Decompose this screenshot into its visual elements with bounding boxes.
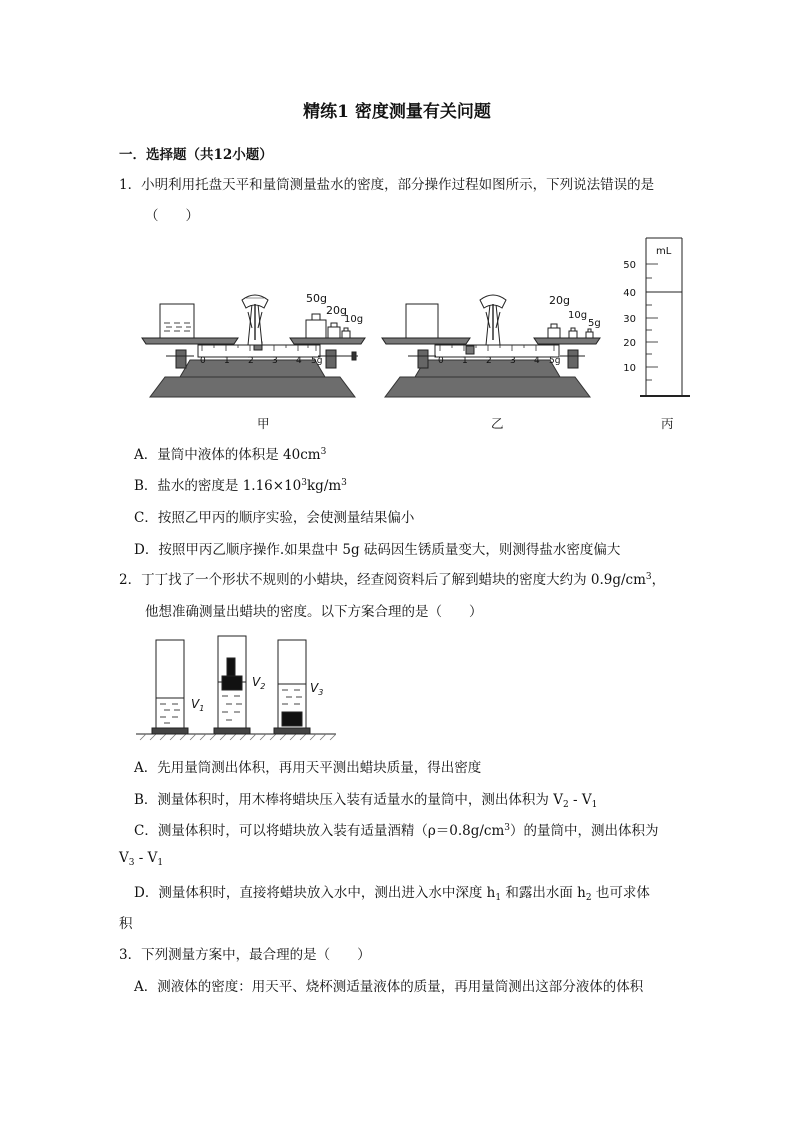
figure-label-yi: 乙	[491, 416, 504, 431]
option-1d: D．按照甲丙乙顺序操作.如果盘中 5g 砝码因生锈质量变大，则测得盐水密度偏大	[134, 542, 621, 558]
scale-tick: 4	[296, 356, 302, 366]
cylinder-tick: 20	[623, 338, 636, 349]
figure-label-jia: 甲	[257, 416, 270, 431]
scale-tick: 5g	[549, 356, 561, 366]
scale-tick: 0	[438, 356, 444, 366]
option-2a: A．先用量筒测出体积，再用天平测出蜡块质量，得出密度	[134, 760, 482, 776]
question-1-paren: （ ）	[145, 208, 199, 224]
scale-tick: 2	[248, 356, 254, 366]
question-1-stem: 1．小明利用托盘天平和量筒测量盐水的密度，部分操作过程如图所示，下列说法错误的是	[119, 177, 655, 193]
svg-text:V1: $V_1$	[191, 697, 205, 713]
option-2d-cont: 积	[119, 916, 133, 932]
weight-label: 5g	[588, 318, 601, 329]
cylinder-v2	[214, 636, 250, 734]
option-3a: A．测液体的密度：用天平、烧杯测适量液体的质量，再用量筒测出这部分液体的体积	[134, 979, 644, 995]
cylinder-tick: 30	[623, 314, 636, 325]
question-1-figure	[130, 232, 690, 408]
weight-label: 50g	[306, 292, 327, 305]
section-heading: 一．选择题（共12小题）	[119, 147, 273, 163]
cylinder-tick: 50	[623, 260, 636, 271]
question-2-stem-cont: 他想准确测量出蜡块的密度。以下方案合理的是（ ）	[145, 604, 483, 620]
scale-tick: 0	[200, 356, 206, 366]
cylinder-v1	[152, 640, 188, 734]
scale-tick: 4	[534, 356, 540, 366]
option-2c: C．测量体积时，可以将蜡块放入装有适量酒精$(\rho=0.8g/cm^3)$的量筒中，测出体积为	[134, 823, 659, 839]
scale-tick: 2	[486, 356, 492, 366]
scale-tick: 1	[224, 356, 230, 366]
option-2c-cont: $V_3 - V_1$	[119, 850, 164, 868]
option-1b: B．盐水的密度是 $1.16\times 10^3kg/m^3$	[134, 478, 347, 494]
weight-label: 10g	[568, 310, 588, 321]
question-2-stem: 2．丁丁找了一个形状不规则的小蜡块，经查阅资料后了解到蜡块的密度大约为 $0.9g/cm^3$，	[119, 572, 666, 588]
question-3-stem: 3．下列测量方案中，最合理的是（ ）	[119, 947, 371, 963]
scale-tick: 1	[462, 356, 468, 366]
option-1c: C．按照乙甲丙的顺序实验，会使测量结果偏小	[134, 510, 415, 526]
scale-tick: 3	[510, 356, 516, 366]
question-2-figure	[136, 630, 336, 742]
option-2d: D．测量体积时，直接将蜡块放入水中，测出进入水中深度 $h_1$ 和露出水面 $h_2$ 也可求体	[134, 885, 650, 903]
cylinder-v3	[274, 640, 310, 734]
graduated-cylinder	[640, 238, 690, 396]
weight-label: 20g	[326, 304, 347, 317]
cylinder-unit: mL	[656, 246, 672, 257]
cylinder-ticks	[623, 246, 671, 374]
option-2b: B．测量体积时，用木棒将蜡块压入装有适量水的量筒中，测出体积为 $V_2 - V_1$	[134, 792, 598, 810]
svg-text:V2: $V_2$	[252, 675, 266, 691]
scale-tick: 3	[272, 356, 278, 366]
weight-label: 20g	[549, 294, 570, 307]
scale-tick: 5g	[311, 356, 323, 366]
page-title: 精练1 密度测量有关问题	[303, 102, 491, 122]
cylinder-tick: 10	[623, 363, 636, 374]
cylinder-tick: 40	[623, 288, 636, 299]
svg-text:V3: $V_3$	[310, 681, 324, 697]
figure-label-bing: 丙	[661, 416, 674, 431]
weight-label: 10g	[344, 314, 364, 325]
option-1a: A．量筒中液体的体积是 $40cm^3$	[134, 447, 327, 463]
